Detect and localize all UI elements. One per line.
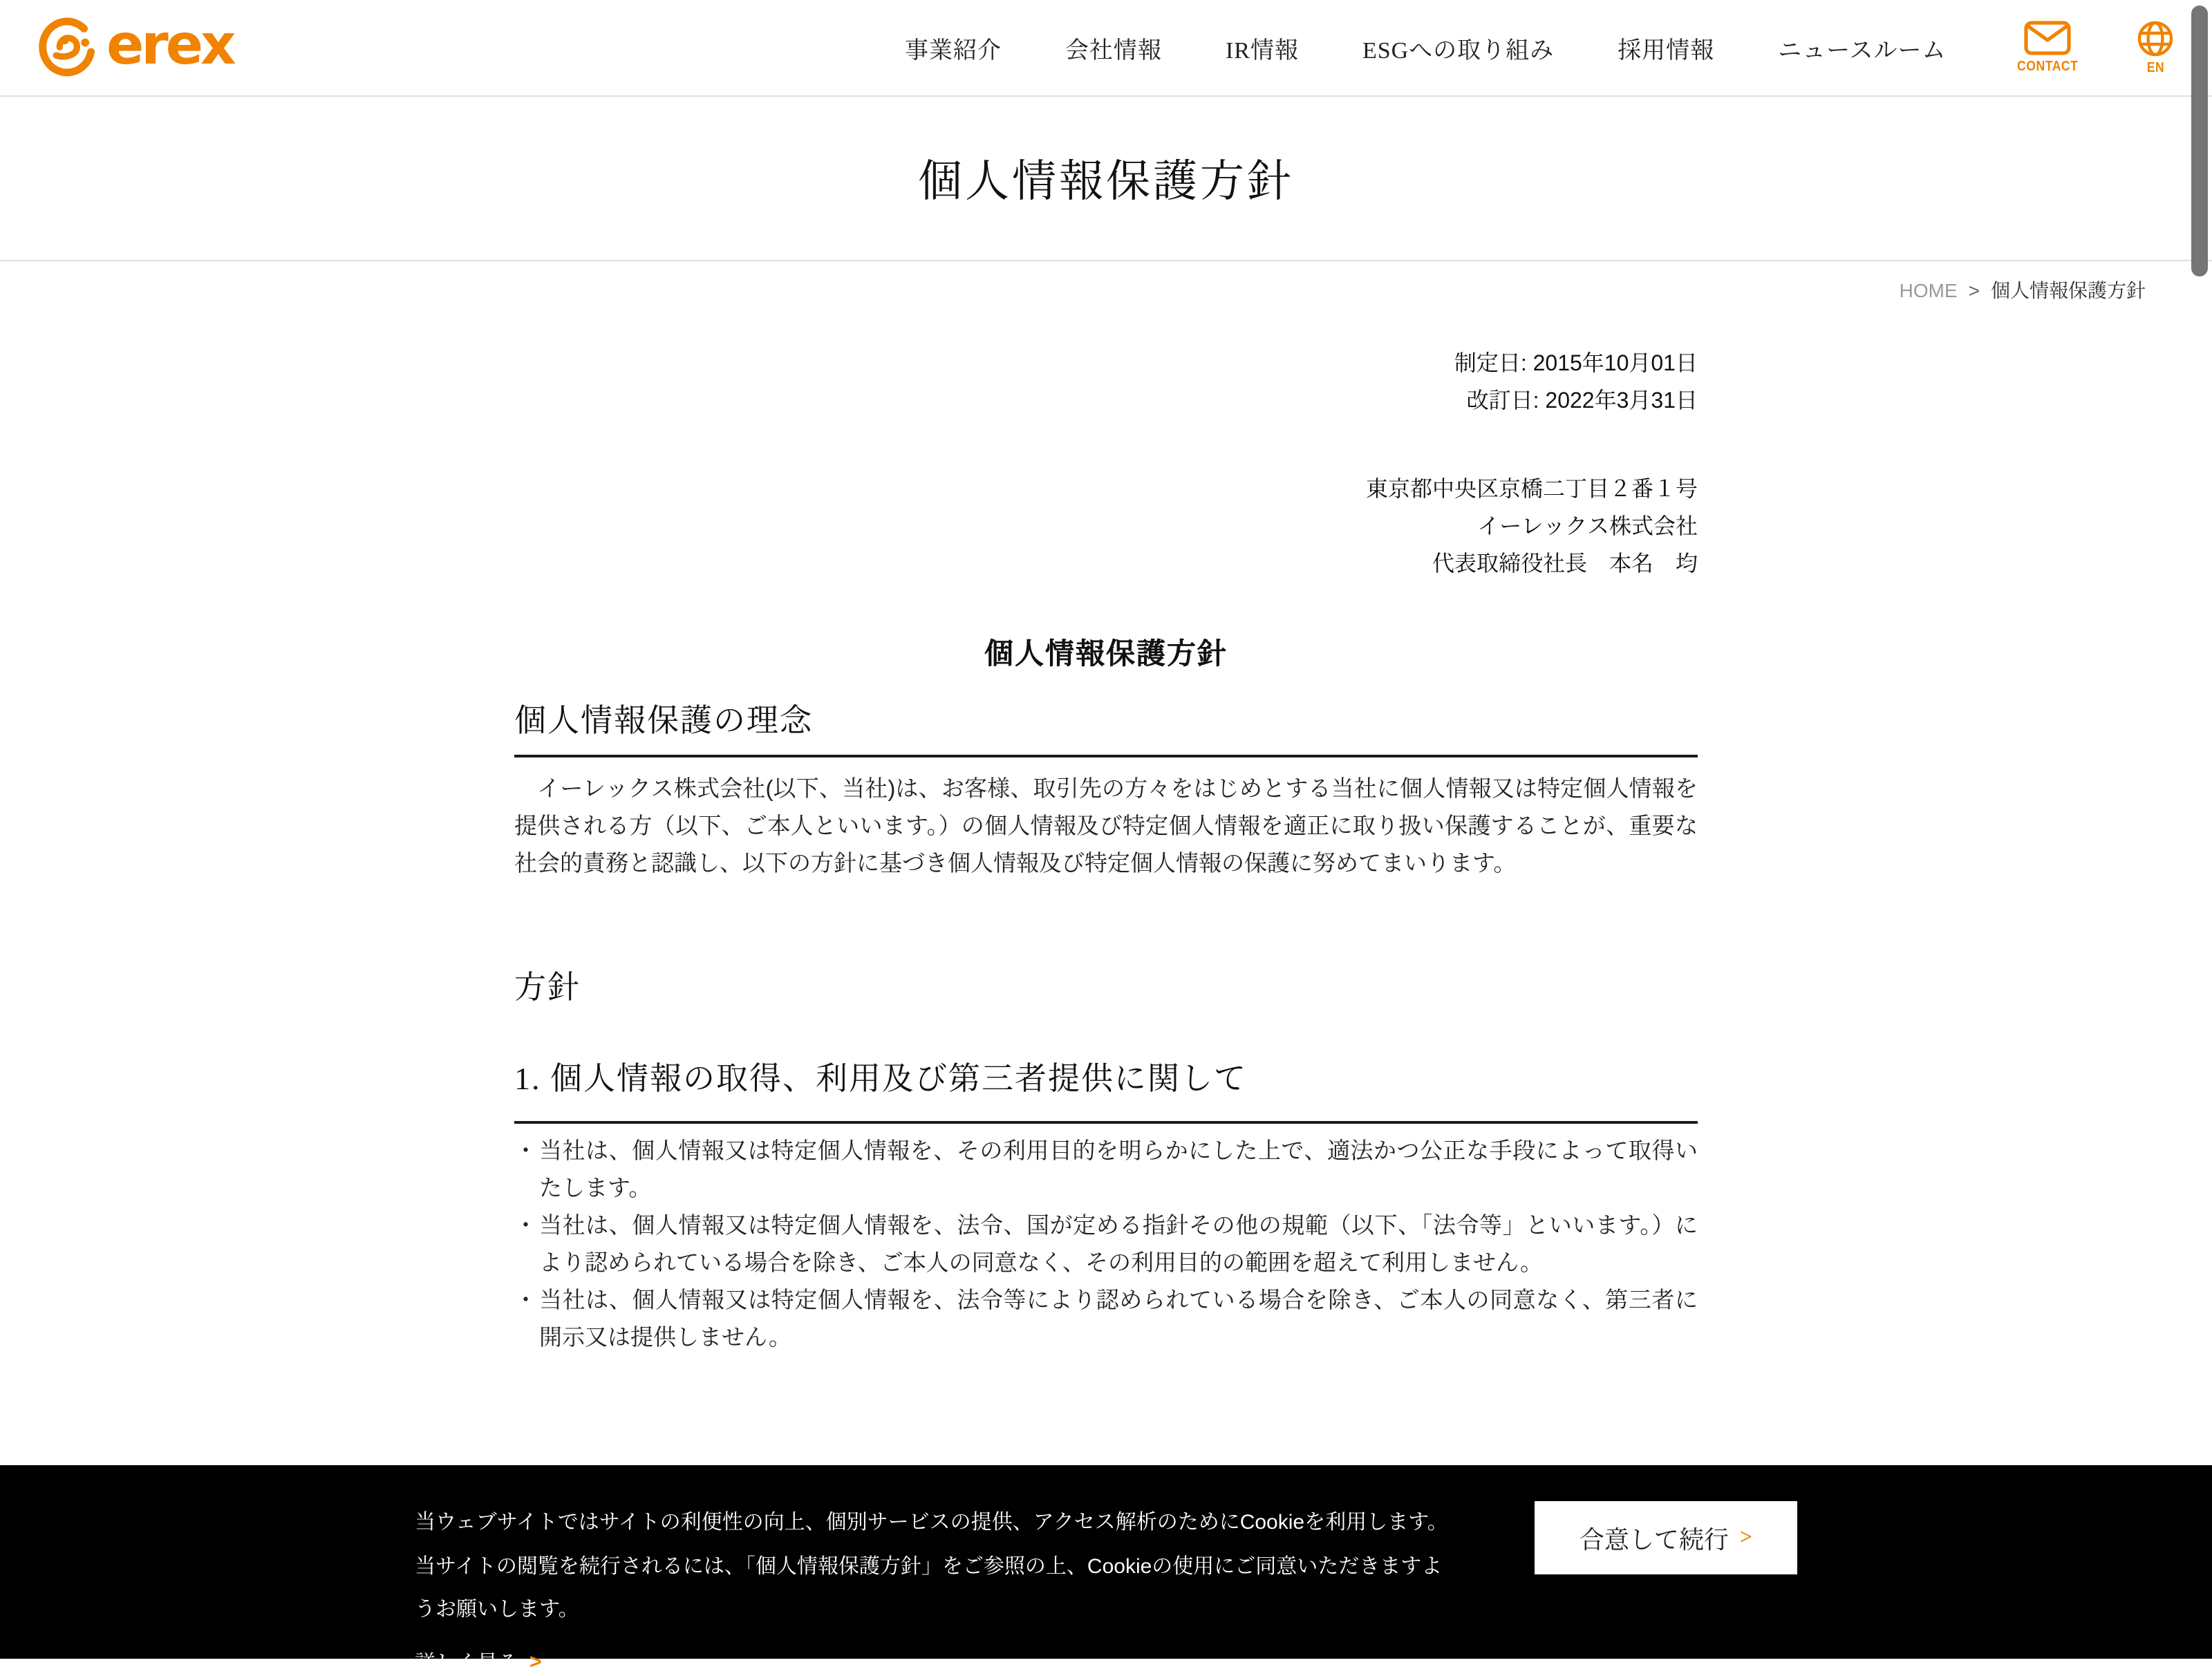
main-content bbox=[514, 346, 1698, 1526]
company-representative: 代表取締役社長 本名 均 bbox=[1432, 553, 1698, 576]
policy-dates bbox=[514, 346, 1698, 420]
philosophy-heading-block bbox=[514, 699, 1698, 757]
globe-icon bbox=[2137, 20, 2173, 56]
main-nav bbox=[905, 30, 1947, 65]
nav-item-company[interactable]: 会社情報 bbox=[1065, 37, 1162, 64]
page-title-band bbox=[0, 97, 2212, 261]
section1-heading: 1. 個人情報の取得、利用及び第三者提供に関して bbox=[514, 1062, 1247, 1096]
cookie-accept-button[interactable] bbox=[1535, 1501, 1797, 1574]
bullet-marker: ・ bbox=[514, 1214, 537, 1239]
policy-heading: 方針 bbox=[514, 970, 581, 1005]
contact-label: CONTACT bbox=[2016, 59, 2078, 75]
cookie-details-link[interactable] bbox=[415, 1647, 542, 1676]
cookie-details-label: 詳しく見る bbox=[415, 1651, 519, 1675]
list-item bbox=[514, 1133, 1698, 1208]
breadcrumb-separator: > bbox=[1968, 279, 1980, 301]
section1-list bbox=[514, 1133, 1698, 1357]
company-signature bbox=[514, 471, 1698, 583]
list-item-text: 当社は、個人情報又は特定個人情報を、その利用目的を明らかにした上で、適法かつ公正な手段によって取得いたします。 bbox=[539, 1139, 1698, 1201]
chevron-right-icon: > bbox=[529, 1650, 542, 1673]
philosophy-paragraph: イーレックス株式会社(以下、当社)は、お客様、取引先の方々をはじめとする当社に個人情報又は特定個人情報を提供される方（以下、ご本人といいます。）の個人情報及び特定個人情報を適正に取り扱い保護することが、重要な社会的責務と認識し、以下の方針に基づき個人情報及び特定個人情報の保護に努めてまいります。 bbox=[514, 777, 1698, 876]
erex-smiley-icon bbox=[39, 16, 97, 79]
cookie-accept-label: 合意して続行 bbox=[1579, 1525, 1729, 1553]
established-date: 制定日: 2015年10月01日 bbox=[1454, 352, 1698, 376]
nav-item-recruit[interactable]: 採用情報 bbox=[1618, 37, 1715, 64]
cookie-message: 当ウェブサイトではサイトの利便性の向上、個別サービスの提供、アクセス解析のためにCookieを利用します。当サイトの閲覧を続行されるには、「個人情報保護方針」をご参照の上、Cookieの使用にご同意いただきますようお願いします。 bbox=[415, 1511, 1448, 1621]
list-item bbox=[514, 1208, 1698, 1283]
philosophy-heading: 個人情報保護の理念 bbox=[514, 704, 813, 738]
list-item bbox=[514, 1283, 1698, 1357]
cookie-banner-inner bbox=[415, 1465, 1797, 1676]
nav-item-newsroom[interactable]: ニュースルーム bbox=[1778, 37, 1947, 64]
erex-wordmark: erex bbox=[106, 13, 234, 77]
language-label: EN bbox=[2146, 60, 2164, 75]
company-address: 東京都中央区京橋二丁目２番１号 bbox=[1365, 478, 1698, 502]
envelope-icon bbox=[2024, 21, 2071, 55]
cookie-text-column bbox=[415, 1501, 1460, 1676]
site-header bbox=[0, 0, 2212, 97]
company-name: イーレックス株式会社 bbox=[1477, 516, 1698, 539]
breadcrumb-home-link[interactable]: HOME bbox=[1899, 279, 1958, 301]
bullet-marker: ・ bbox=[514, 1139, 537, 1164]
language-button[interactable] bbox=[2137, 20, 2173, 75]
chevron-right-icon: > bbox=[1739, 1525, 1753, 1549]
nav-item-esg[interactable]: ESGへの取り組み bbox=[1362, 37, 1555, 64]
contact-button[interactable] bbox=[2013, 21, 2083, 75]
erex-logo[interactable] bbox=[39, 13, 234, 79]
document-title: 個人情報保護方針 bbox=[984, 637, 1228, 670]
page-title: 個人情報保護方針 bbox=[917, 156, 1294, 206]
list-item-text: 当社は、個人情報又は特定個人情報を、法令、国が定める指針その他の規範（以下、「法令等」といいます。）により認められている場合を除き、ご本人の同意なく、その利用目的の範囲を超えて利用しません。 bbox=[539, 1214, 1698, 1276]
nav-item-ir[interactable]: IR情報 bbox=[1225, 37, 1299, 64]
nav-item-business[interactable]: 事業紹介 bbox=[904, 37, 1002, 64]
scrollbar-thumb[interactable] bbox=[2191, 6, 2208, 276]
list-item-text: 当社は、個人情報又は特定個人情報を、法令等により認められている場合を除き、ご本人の同意なく、第三者に開示又は提供しません。 bbox=[539, 1288, 1698, 1350]
header-utilities bbox=[2013, 20, 2174, 75]
breadcrumb bbox=[0, 276, 2212, 304]
breadcrumb-current: 個人情報保護方針 bbox=[1991, 279, 2146, 301]
revised-date: 改訂日: 2022年3月31日 bbox=[1466, 390, 1698, 413]
cookie-consent-banner bbox=[0, 1465, 2212, 1675]
section1-heading-block bbox=[514, 1057, 1698, 1124]
bullet-marker: ・ bbox=[514, 1288, 537, 1313]
